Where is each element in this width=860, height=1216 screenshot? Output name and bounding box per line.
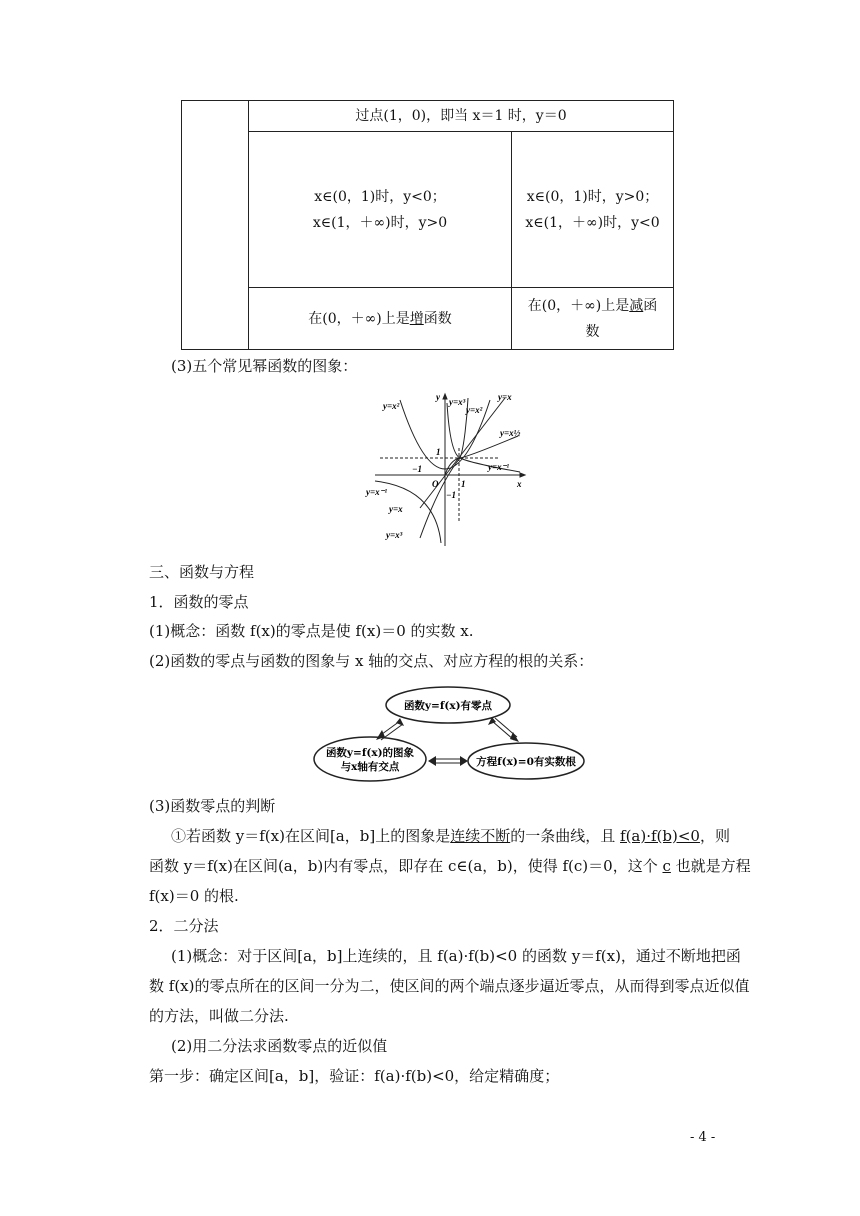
- curve-x-cubed: [420, 398, 468, 538]
- label-inverse-right: y=x⁻¹: [488, 462, 510, 472]
- text-span: 也就是方程: [675, 857, 751, 875]
- text-span: 函数 y＝f(x)在区间(a，b)内有零点，即存在 c∈(a，b)，使得 f(c)＝0，这个: [149, 857, 658, 875]
- y-tick-1: 1: [436, 447, 441, 457]
- underlined-word: 减: [629, 297, 644, 314]
- curve-x: [420, 398, 505, 508]
- step-1: 第一步：确定区间[a，b]，验证：f(a)·f(b)<0，给定精确度；: [149, 1067, 560, 1085]
- judge-line-3: f(x)＝0 的根.: [149, 887, 239, 905]
- table-cell-increasing: [249, 288, 512, 350]
- bisection-line-3: 的方法，叫做二分法.: [149, 1007, 289, 1025]
- paragraph-relation: (2)函数的零点与函数的图象与 x 轴的交点、对应方程的根的关系：: [149, 652, 594, 670]
- cell-line: x∈(0，1)时，y>0；: [526, 188, 659, 205]
- bisection-line-2: 数 f(x)的零点所在的区间一分为二，使区间的两个端点逐步逼近零点，从而得到零点近似值: [149, 977, 750, 995]
- label-inverse-left: y=x⁻¹: [366, 487, 388, 497]
- table-row-fixed-point: 过点(1，0)，即当 x＝1 时，y＝0: [249, 101, 674, 132]
- page-number: - 4 -: [690, 1130, 716, 1145]
- subheading-bisection: 2．二分法: [149, 917, 219, 935]
- label-top-x3: y=x³: [449, 397, 466, 407]
- cell-text: 在(0，＋∞)上是: [527, 297, 630, 314]
- diagram-top-text: 函数y=f(x)有零点: [403, 700, 493, 712]
- power-graph-caption: (3)五个常见幂函数的图象：: [171, 357, 358, 375]
- judge-line-2: [149, 856, 751, 876]
- x-tick-neg1: −1: [412, 464, 422, 474]
- underlined-c: c: [662, 857, 671, 875]
- y-axis-label: y: [436, 392, 440, 402]
- subheading-zero-point: 1．函数的零点: [149, 593, 249, 611]
- paragraph-concept: (1)概念：函数 f(x)的零点是使 f(x)＝0 的实数 x.: [149, 622, 474, 640]
- bisection-line-1: (1)概念：对于区间[a，b]上连续的，且 f(a)·f(b)<0 的函数 y＝f(x)，通过不断地把函: [171, 947, 741, 965]
- underlined-condition: f(a)·f(b)<0: [620, 827, 700, 845]
- approx-title: (2)用二分法求函数零点的近似值: [171, 1037, 388, 1055]
- label-bottom-x: y=x: [389, 504, 403, 514]
- paragraph-judge: (3)函数零点的判断: [149, 797, 276, 815]
- cell-text: 函数: [423, 310, 452, 327]
- table-cell-decreasing: [512, 288, 674, 350]
- table-blank-cell: [182, 101, 249, 350]
- diagram-left-text-1: 函数y=f(x)的图象: [325, 747, 415, 759]
- diagram-left-text-2: 与x轴有交点: [340, 761, 400, 773]
- node-graph-intersects: [314, 737, 426, 781]
- cell-line: x∈(1，＋∞)时，y<0: [525, 214, 660, 231]
- cell-line: x∈(1，＋∞)时，y>0: [312, 214, 448, 231]
- text-span: 的一条曲线，且: [510, 827, 616, 845]
- x-tick-1: 1: [461, 479, 466, 489]
- underlined-continuous: 连续不断: [450, 827, 511, 845]
- cell-line: 数: [585, 323, 600, 340]
- power-function-properties-table: [181, 100, 674, 350]
- y-tick-neg1: −1: [446, 490, 456, 500]
- table-cell-sign-positive-exp: [249, 132, 512, 288]
- cell-text: 函: [643, 297, 658, 314]
- cell-line: x∈(0，1)时，y<0；: [314, 188, 446, 205]
- text-span: ，则: [699, 827, 730, 845]
- diagram-right-text: 方程f(x)=0有实数根: [476, 756, 576, 768]
- underlined-word: 增: [409, 310, 424, 327]
- label-sqrt: y=x½: [500, 428, 521, 438]
- label-top-x: y=x: [498, 392, 512, 402]
- section-heading-functions-equations: 三、函数与方程: [149, 563, 255, 581]
- origin-label: O: [432, 479, 439, 489]
- cell-text: 在(0，＋∞)上是: [308, 310, 410, 327]
- text-span: ①若函数 y＝f(x)在区间[a，b]上的图象是: [171, 827, 451, 845]
- x-axis-label: x: [517, 479, 522, 489]
- label-top-x2-left: y=x²: [383, 401, 400, 411]
- label-bottom-x3: y=x³: [386, 530, 403, 540]
- label-top-x2-right: y=x²: [466, 405, 483, 415]
- power-functions-graph: [360, 388, 530, 548]
- table-cell-sign-negative-exp: [512, 132, 674, 288]
- zero-point-relation-diagram: [312, 685, 587, 785]
- judge-line-1: [171, 826, 730, 846]
